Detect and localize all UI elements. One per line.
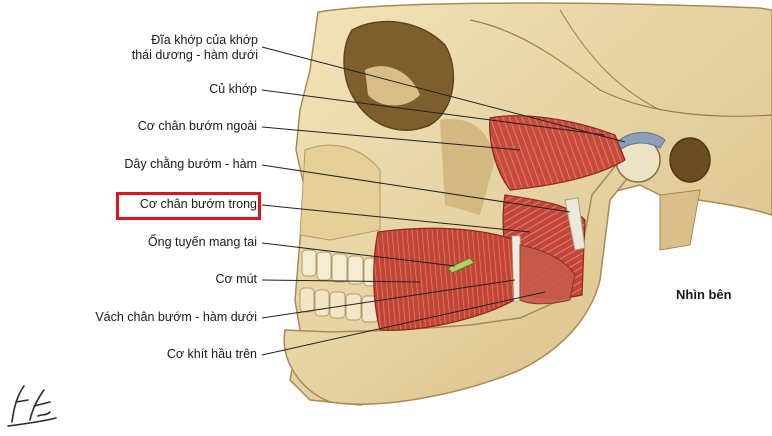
label-articular-tubercle: Củ khớp [209, 82, 257, 96]
label-medial-pterygoid: Cơ chân bướm trong [139, 197, 257, 211]
label-parotid-duct: Ống tuyến mang tai [147, 235, 257, 249]
label-sphenomandibular-ligament: Dây chằng bướm - hàm [124, 157, 257, 171]
external-ear-canal [670, 138, 710, 182]
label-pterygomandibular-raphe: Vách chân bướm - hàm dưới [95, 310, 257, 324]
label-lateral-pterygoid: Cơ chân bướm ngoài [137, 119, 257, 133]
highlight-box [116, 192, 261, 220]
label-tmj-disc [18, 33, 258, 63]
artist-signature-logo [4, 376, 60, 432]
label-tmj-disc-line2: thái dương - hàm dưới [131, 48, 258, 62]
view-label: Nhìn bên [676, 287, 732, 302]
label-tmj-disc-line1: Đĩa khớp của khớp [151, 33, 258, 47]
label-buccinator: Cơ mút [215, 272, 257, 286]
label-superior-constrictor: Cơ khít hầu trên [166, 347, 257, 361]
